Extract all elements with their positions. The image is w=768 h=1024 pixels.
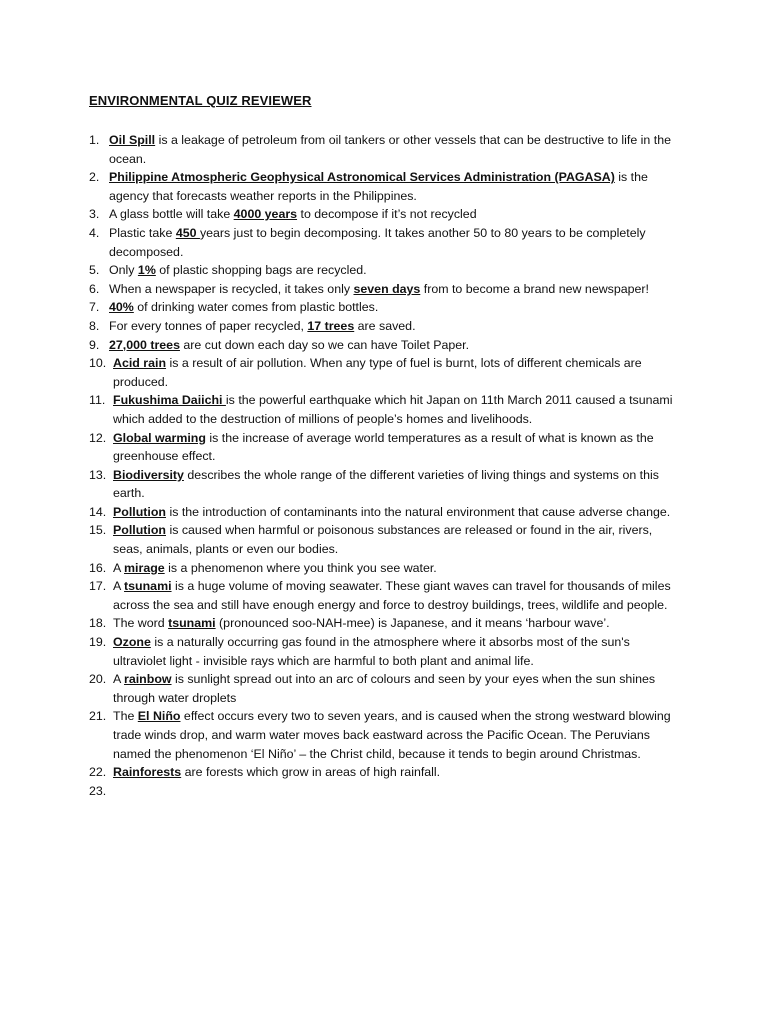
list-item xyxy=(89,559,679,578)
item-key-term: Pollution xyxy=(113,523,166,538)
item-number: 16. xyxy=(89,560,107,575)
item-number: 9. xyxy=(89,337,100,352)
item-key-term: 450 xyxy=(175,225,200,240)
item-text-after: effect occurs every two to seven years, and is caused when the strong westward blowing trade winds drop, and warm water moves back eastward across the Pacific Ocean. The Peruvians named the phenomenon ‘El Niño’ – the Christ child, because it tends to begin around Christmas. xyxy=(113,709,671,761)
list-item xyxy=(89,614,679,633)
item-number: 4. xyxy=(89,225,100,240)
list-item xyxy=(89,168,679,205)
list-item xyxy=(89,298,679,317)
item-text-after: from to become a brand new newspaper! xyxy=(420,281,649,296)
item-key-term: Acid rain xyxy=(113,356,167,371)
item-number: 20. xyxy=(89,672,107,687)
item-text-after: is caused when harmful or poisonous substances are released or found in the air, rivers, seas, animals, plants or even our bodies. xyxy=(113,523,653,557)
document-title: ENVIRONMENTAL QUIZ REVIEWER xyxy=(89,93,312,108)
item-number: 5. xyxy=(89,263,100,278)
item-key-term: Global warming xyxy=(113,430,206,445)
item-text-after: is a result of air pollution. When any type of fuel is burnt, lots of different chemicals are produced. xyxy=(113,356,642,389)
list-item xyxy=(89,336,679,355)
item-number: 11. xyxy=(89,393,106,408)
list-item xyxy=(89,466,679,503)
item-key-term: seven days xyxy=(353,281,421,296)
item-text-before: The xyxy=(113,709,138,724)
item-text-after: is the increase of average world temperatures as a result of what is known as the greenhouse effect. xyxy=(113,430,654,464)
item-text-after: is the agency that forecasts weather reports in the Philippines. xyxy=(109,170,648,203)
item-text-before: A glass bottle will take xyxy=(109,207,234,222)
item-text-before: Only xyxy=(109,263,138,278)
list-item xyxy=(89,317,679,336)
item-text-before: When a newspaper is recycled, it takes only xyxy=(109,281,354,296)
item-text-after: is the introduction of contaminants into the natural environment that cause adverse change. xyxy=(166,504,671,519)
item-key-term: Oil Spill xyxy=(109,133,156,147)
item-number: 2. xyxy=(89,170,100,185)
item-key-term: tsunami xyxy=(124,579,172,594)
item-key-term: Pollution xyxy=(113,504,166,519)
list-item xyxy=(89,763,679,782)
reviewer-list xyxy=(89,131,679,798)
item-text-after: are cut down each day so we can have Toilet Paper. xyxy=(179,337,470,352)
item-number: 13. xyxy=(89,467,107,482)
item-key-term: 27,000 trees xyxy=(109,337,180,352)
item-key-term: 1% xyxy=(137,263,156,278)
item-number: 23. xyxy=(89,783,107,798)
item-text-after: (pronounced soo-NAH-mee) is Japanese, and it means ‘harbour wave’. xyxy=(215,616,610,631)
item-key-term: Rainforests xyxy=(113,765,182,780)
item-text-before: A xyxy=(113,560,125,575)
item-text-before: A xyxy=(113,672,125,687)
item-key-term: rainbow xyxy=(124,672,172,687)
item-key-term: mirage xyxy=(124,560,165,575)
list-item xyxy=(89,707,679,763)
item-number: 18. xyxy=(89,616,107,631)
item-text-after: is a phenomenon where you think you see water. xyxy=(164,560,437,575)
item-text-after: to decompose if it’s not recycled xyxy=(297,207,477,222)
item-number: 17. xyxy=(89,579,107,594)
item-text-after: years just to begin decomposing. It takes another 50 to 80 years to be completely decomposed. xyxy=(109,225,646,259)
list-item xyxy=(89,354,679,391)
item-key-term: tsunami xyxy=(168,616,216,631)
list-item xyxy=(89,224,679,261)
list-item xyxy=(89,391,679,428)
list-item xyxy=(89,131,679,168)
item-text-after: is sunlight spread out into an arc of colours and seen by your eyes when the sun shines through water droplets xyxy=(113,672,656,705)
item-key-term: Ozone xyxy=(113,635,151,650)
item-text-after: is the powerful earthquake which hit Japan on 11th March 2011 caused a tsunami which added to the destruction of millions of people’s homes and livelihoods. xyxy=(113,393,673,426)
item-text-after: are saved. xyxy=(354,318,416,333)
list-item xyxy=(89,280,679,299)
list-item xyxy=(89,261,679,280)
item-number: 7. xyxy=(89,300,100,315)
item-key-term: El Niño xyxy=(137,709,181,724)
list-item xyxy=(89,521,679,558)
item-key-term: 17 trees xyxy=(307,318,355,333)
item-key-term: Biodiversity xyxy=(113,467,184,482)
list-item xyxy=(89,429,679,466)
item-text-before: Plastic take xyxy=(109,225,176,240)
list-item xyxy=(89,633,679,670)
item-text-after: of drinking water comes from plastic bottles. xyxy=(133,300,379,315)
item-text-before: The word xyxy=(113,616,169,631)
item-number: 3. xyxy=(89,207,100,222)
item-number: 10. xyxy=(89,356,107,371)
item-key-term: 4000 years xyxy=(233,207,298,222)
item-key-term: Philippine Atmospheric Geophysical Astronomical Services Administration (PAGASA) xyxy=(109,170,615,185)
item-number: 1. xyxy=(89,133,100,147)
item-text-after: describes the whole range of the different varieties of living things and systems on this earth. xyxy=(113,467,659,501)
item-text-after: is a leakage of petroleum from oil tankers or other vessels that can be destructive to life in the ocean. xyxy=(109,133,671,166)
item-key-term: 40% xyxy=(109,300,134,315)
item-number: 15. xyxy=(89,523,107,538)
list-item xyxy=(89,577,679,614)
item-number: 14. xyxy=(89,504,107,519)
item-number: 8. xyxy=(89,318,100,333)
list-item xyxy=(89,205,679,224)
item-text-after: are forests which grow in areas of high rainfall. xyxy=(181,765,441,780)
list-item xyxy=(89,670,679,707)
item-number: 22. xyxy=(89,765,107,780)
item-number: 12. xyxy=(89,430,107,445)
list-item xyxy=(89,503,679,522)
item-text-after: is a huge volume of moving seawater. These giant waves can travel for thousands of miles across the sea and still have enough energy and force to destroy buildings, trees, wildlife and people. xyxy=(113,579,671,612)
item-key-term: Fukushima Daiichi xyxy=(113,393,226,408)
item-number: 21. xyxy=(89,709,107,724)
item-number: 19. xyxy=(89,635,107,650)
item-text-after: is a naturally occurring gas found in the atmosphere where it absorbs most of the sun's ultraviolet light - invisible rays which are harmful to both plant and animal life. xyxy=(113,635,630,668)
item-text-before: For every tonnes of paper recycled, xyxy=(109,318,308,333)
item-text-after: of plastic shopping bags are recycled. xyxy=(155,263,367,278)
item-text-before: A xyxy=(113,579,125,594)
item-number: 6. xyxy=(89,281,100,296)
